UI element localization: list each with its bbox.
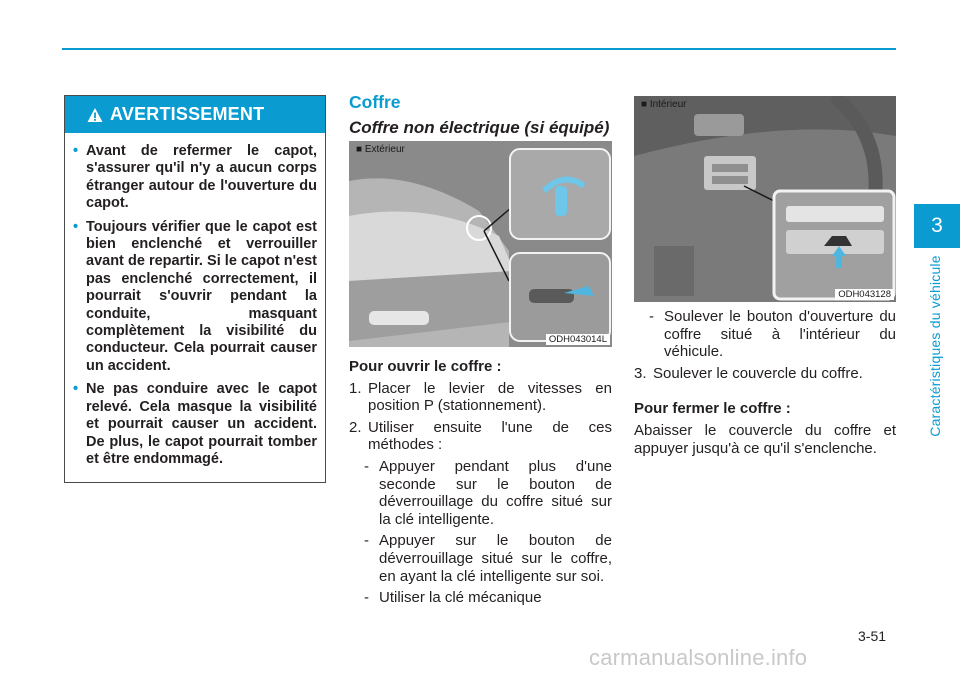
step-1 [349, 380, 612, 415]
warning-title: AVERTISSEMENT [110, 104, 265, 124]
step-text: Placer le levier de vitesses en position P (stationnement). [368, 379, 612, 415]
step-2 [349, 419, 612, 454]
section-subtitle: Coffre non électrique (si équipé) [349, 118, 610, 137]
section-title: Coffre [349, 92, 401, 112]
figure-ref: ODH043014L [546, 334, 610, 345]
figure-interior [634, 96, 896, 302]
chapter-tab: 3 [914, 204, 960, 248]
method-text: Appuyer pendant plus d'une seconde sur le bouton de déverrouillage du coffre situé sur la clé intelligente. [379, 457, 612, 528]
warning-header [65, 96, 325, 133]
step-number: 2. [349, 418, 362, 436]
spacer [634, 386, 896, 400]
warning-icon [87, 107, 103, 123]
method-item [649, 308, 896, 361]
page-number: 3-51 [858, 628, 887, 644]
step-number: 3. [634, 364, 647, 382]
step-3 [634, 365, 896, 383]
figure-ref: ODH043128 [835, 289, 894, 300]
warning-list [65, 133, 325, 468]
step-number: 1. [349, 379, 362, 397]
dash-marker: - [649, 308, 654, 325]
exterior-illustration [349, 141, 612, 347]
step-text: Soulever le couvercle du coffre. [653, 364, 863, 382]
watermark: carmanualsonline.info [589, 645, 808, 670]
warning-item: • Avant de refermer le capot, s'assurer qu'il n'y a aucun corps étranger autour de l'ouverture du capot. [86, 143, 317, 213]
open-heading: Pour ouvrir le coffre : [349, 358, 502, 375]
close-text: Abaisser le couvercle du coffre et appuyer jusqu'à ce qu'il s'enclenche. [634, 421, 896, 457]
chapter-title: Caractéristiques du véhicule [927, 255, 943, 437]
open-instructions [349, 358, 612, 611]
figure-exterior [349, 141, 612, 347]
warning-item: • Ne pas conduire avec le capot relevé. Cela masque la visibilité et pourrait causer un accident. De plus, le capot pourrait tomber et être endommagé. [86, 381, 317, 468]
header-rule [62, 48, 896, 50]
method-item [364, 458, 612, 528]
continued-instructions [634, 308, 896, 457]
method-item [364, 532, 612, 585]
warning-box [64, 95, 326, 483]
dash-marker: - [364, 457, 369, 475]
dash-marker: - [364, 532, 369, 550]
figure-label: ■ Intérieur [641, 99, 687, 110]
method-text: Soulever le bouton d'ouverture du coffre situé à l'intérieur du véhicule. [664, 308, 896, 361]
close-heading: Pour fermer le coffre : [634, 400, 791, 418]
step-text: Utiliser ensuite l'une de ces méthodes : [368, 418, 612, 454]
warning-item: • Toujours vérifier que le capot est bien enclenché et verrouiller avant de repartir. Si le capot n'est pas enclenché correctement, il pourrait s'ouvrir pendant la conduite, masquant complètement la visibilité du conducteur. Cela pourrait causer un accident. [86, 219, 317, 376]
method-text: Utiliser la clé mécanique [379, 589, 542, 607]
dash-marker: - [364, 589, 369, 607]
figure-label: ■ Extérieur [356, 144, 405, 155]
method-item [364, 589, 612, 607]
interior-illustration [634, 96, 896, 302]
method-text: Appuyer sur le bouton de déverrouillage situé sur le coffre, en ayant la clé intelligente sur soi. [379, 532, 612, 585]
